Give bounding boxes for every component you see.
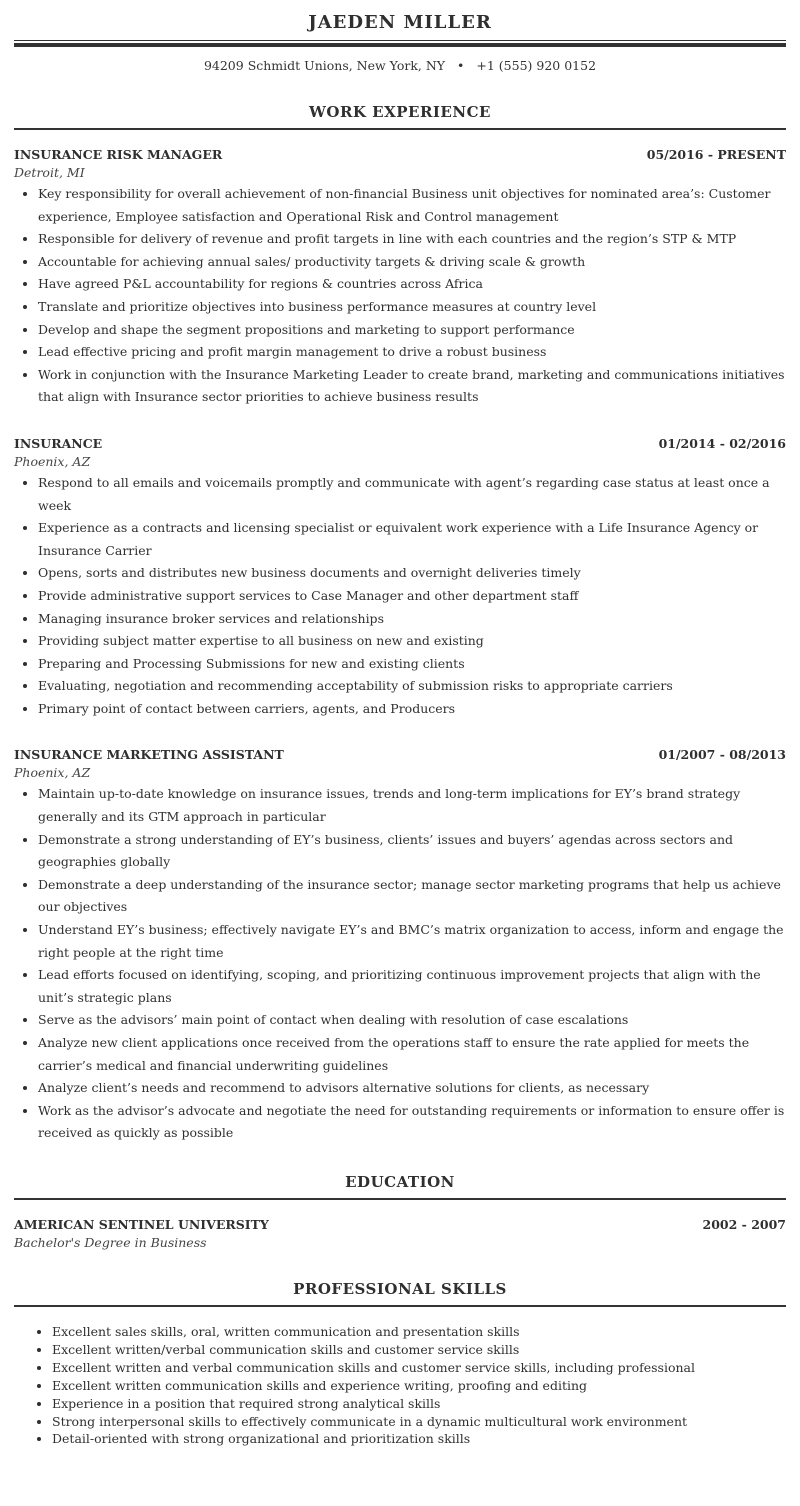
job-bullet: • Accountable for achieving annual sales/ productivity targets & driving scale & growth: [38, 251, 786, 274]
job-bullet: • Key responsibility for overall achievement of non-financial Business unit objectives for nominated area’s: Customer experience, Employee satisfaction and Operational Risk and Control management: [38, 183, 786, 228]
section-rule: [14, 1198, 786, 1200]
job-bullet: • Managing insurance broker services and relationships: [38, 608, 786, 631]
skills-list: [14, 1323, 786, 1448]
resume-page: [14, 0, 786, 1448]
skill-item: • Excellent written communication skills and experience writing, proofing and editing: [52, 1377, 786, 1395]
job-bullet: • Work in conjunction with the Insurance Marketing Leader to create brand, marketing and communications initiatives that align with Insurance sector priorities to achieve business results: [38, 364, 786, 409]
job-bullet: • Primary point of contact between carriers, agents, and Producers: [38, 698, 786, 721]
skill-item: • Excellent written and verbal communication skills and customer service skills, including professional: [52, 1359, 786, 1377]
header-rule-thin: [14, 40, 786, 41]
skill-item: • Excellent sales skills, oral, written communication and presentation skills: [52, 1323, 786, 1341]
job-bullet: • Analyze client’s needs and recommend to advisors alternative solutions for clients, as necessary: [38, 1077, 786, 1100]
skill-item: • Strong interpersonal skills to effectively communicate in a dynamic multicultural work environment: [52, 1413, 786, 1431]
job-dates: 01/2014 - 02/2016: [658, 435, 786, 451]
section-rule: [14, 1305, 786, 1307]
contact-separator: •: [457, 58, 465, 73]
work-experience-list: [14, 146, 786, 1145]
section-title-education: EDUCATION: [345, 1172, 455, 1191]
job-bullet: • Lead efforts focused on identifying, scoping, and prioritizing continuous improvement projects that align with the unit’s strategic plans: [38, 964, 786, 1009]
job-bullet: • Maintain up-to-date knowledge on insurance issues, trends and long-term implications for EY’s brand strategy generally and its GTM approach in particular: [38, 783, 786, 828]
job-bullets: [14, 472, 786, 721]
candidate-name: JAEDEN MILLER: [308, 12, 492, 33]
section-rule: [14, 128, 786, 130]
job-location: Detroit, MI: [14, 165, 85, 180]
job-bullet: • Experience as a contracts and licensing specialist or equivalent work experience with a Life Insurance Agency or Insurance Carrier: [38, 517, 786, 562]
education-school: AMERICAN SENTINEL UNIVERSITY: [14, 1216, 269, 1232]
section-title-skills: PROFESSIONAL SKILLS: [293, 1279, 507, 1298]
education-entry: [14, 1216, 786, 1252]
job-bullet: • Lead effective pricing and profit margin management to drive a robust business: [38, 341, 786, 364]
job-bullet: • Provide administrative support services to Case Manager and other department staff: [38, 585, 786, 608]
job-bullet: • Work as the advisor’s advocate and negotiate the need for outstanding requirements or information to ensure offer is received as quickly as possible: [38, 1100, 786, 1145]
job-bullet: • Respond to all emails and voicemails promptly and communicate with agent’s regarding case status at least once a week: [38, 472, 786, 517]
contact-line: [14, 57, 786, 75]
job-entry: [14, 746, 786, 1145]
skill-item: • Excellent written/verbal communication skills and customer service skills: [52, 1341, 786, 1359]
job-header: [14, 435, 786, 453]
job-entry: [14, 146, 786, 409]
job-title: INSURANCE: [14, 435, 103, 451]
job-location: Phoenix, AZ: [14, 453, 91, 469]
job-bullet: • Develop and shape the segment propositions and marketing to support performance: [38, 319, 786, 342]
skill-item: • Detail-oriented with strong organizational and prioritization skills: [52, 1430, 786, 1448]
job-entry: [14, 435, 786, 721]
job-title: INSURANCE RISK MANAGER: [14, 147, 223, 162]
section-title-work: WORK EXPERIENCE: [309, 103, 491, 121]
job-bullet: • Demonstrate a strong understanding of EY’s business, clients’ issues and buyers’ agendas across sectors and geographies globally: [38, 829, 786, 874]
job-bullet: • Providing subject matter expertise to all business on new and existing: [38, 630, 786, 653]
job-bullet: • Have agreed P&L accountability for regions & countries across Africa: [38, 273, 786, 296]
job-location: Phoenix, AZ: [14, 765, 91, 781]
contact-phone: +1 (555) 920 0152: [476, 58, 597, 73]
job-bullets: [14, 783, 786, 1145]
job-bullet: • Demonstrate a deep understanding of the insurance sector; manage sector marketing programs that help us achieve our objectives: [38, 874, 786, 919]
contact-address: 94209 Schmidt Unions, New York, NY: [203, 58, 446, 73]
job-bullet: • Opens, sorts and distributes new business documents and overnight deliveries timely: [38, 562, 786, 585]
header-rule-thick: [14, 43, 786, 47]
job-bullet: • Understand EY’s business; effectively navigate EY’s and BMC’s matrix organization to access, inform and engage the right people at the right time: [38, 919, 786, 964]
job-bullets: [14, 183, 786, 409]
education-degree: Bachelor's Degree in Business: [14, 1234, 207, 1250]
job-bullet: • Serve as the advisors’ main point of contact when dealing with resolution of case escalations: [38, 1009, 786, 1032]
job-bullet: • Evaluating, negotiation and recommending acceptability of submission risks to appropriate carriers: [38, 675, 786, 698]
education-dates: 2002 - 2007: [702, 1216, 786, 1232]
job-bullet: • Preparing and Processing Submissions for new and existing clients: [38, 653, 786, 676]
job-dates: 01/2007 - 08/2013: [658, 747, 786, 763]
job-bullet: • Responsible for delivery of revenue and profit targets in line with each countries and the region’s STP & MTP: [38, 228, 786, 251]
job-header: [14, 146, 786, 164]
skill-item: • Experience in a position that required strong analytical skills: [52, 1395, 786, 1413]
job-header: [14, 746, 786, 764]
job-dates: 05/2016 - PRESENT: [646, 147, 786, 162]
education-header: [14, 1216, 786, 1234]
job-bullet: • Translate and prioritize objectives into business performance measures at country level: [38, 296, 786, 319]
job-title: INSURANCE MARKETING ASSISTANT: [14, 747, 284, 763]
job-bullet: • Analyze new client applications once received from the operations staff to ensure the rate applied for meets the carrier’s medical and financial underwriting guidelines: [38, 1032, 786, 1077]
